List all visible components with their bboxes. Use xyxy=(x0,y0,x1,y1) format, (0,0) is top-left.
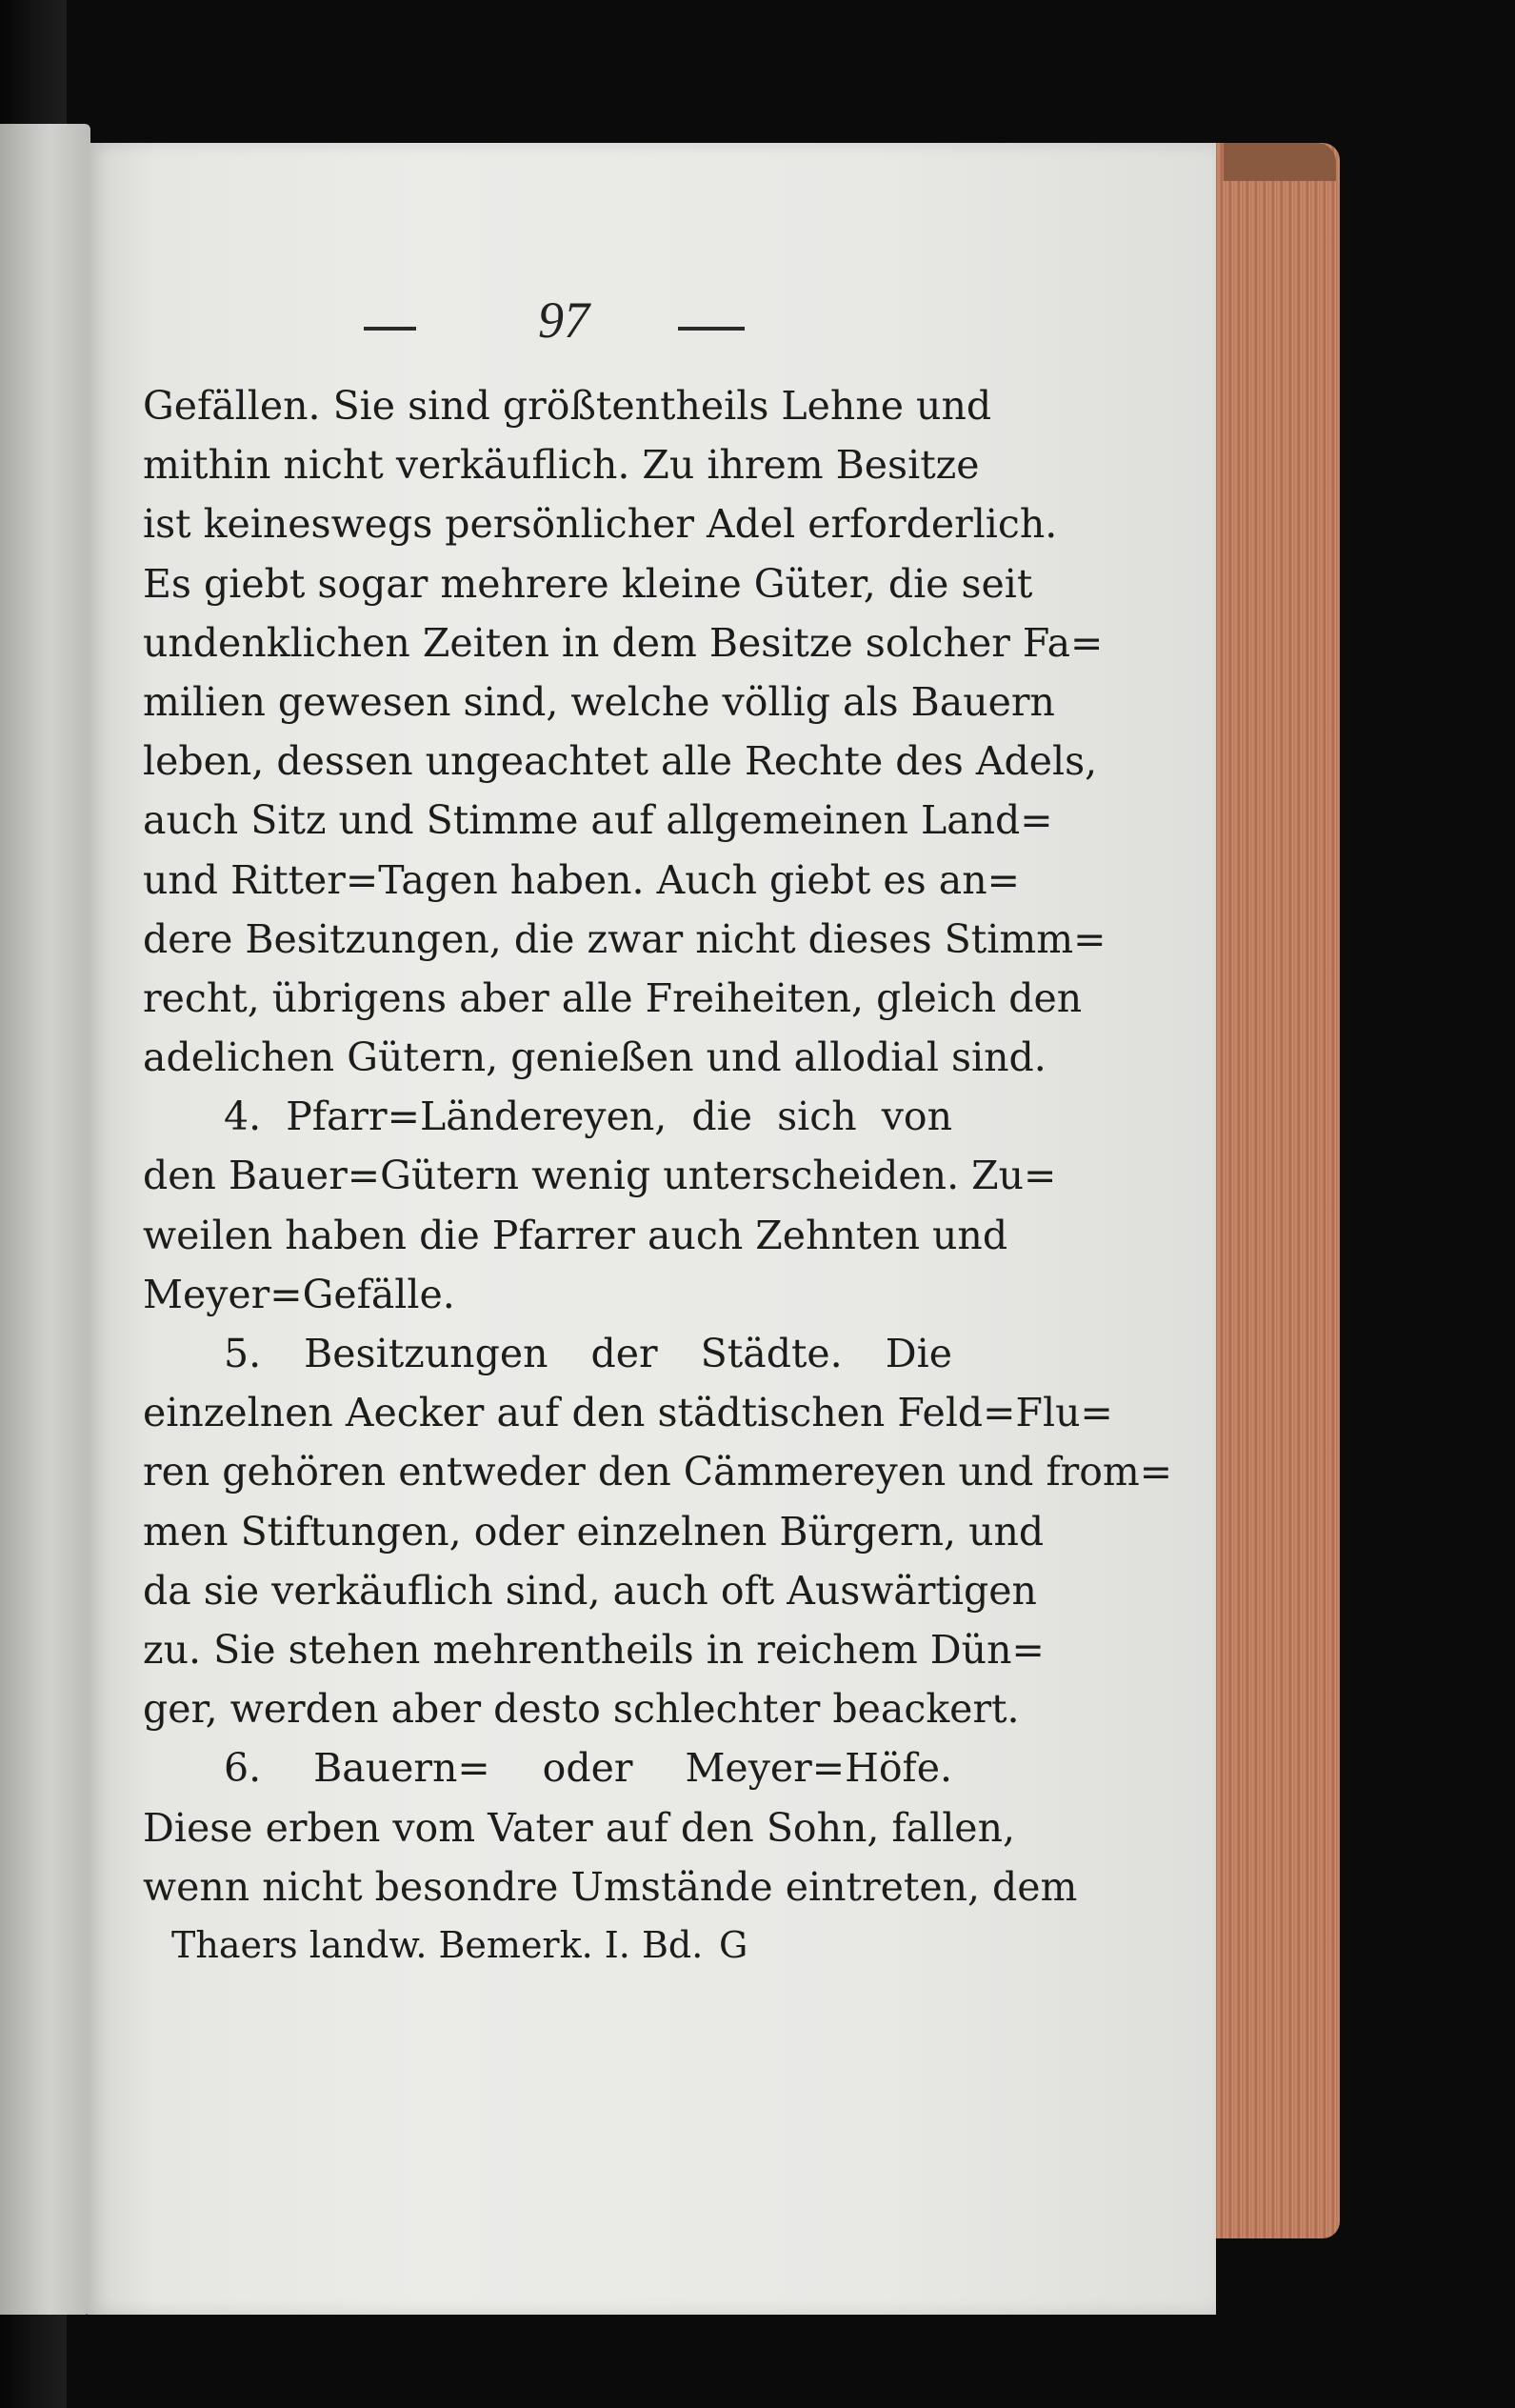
text-line: den Bauer=Gütern wenig unterscheiden. Zu= xyxy=(143,1153,1057,1199)
text-line: Meyer=Gefälle. xyxy=(143,1271,455,1317)
header-rule-left xyxy=(364,327,416,331)
section-heading-line: 4. Pfarr=Ländereyen, die sich von xyxy=(224,1094,952,1140)
section-heading-line: 6. Bauern= oder Meyer=Höfe. xyxy=(224,1745,952,1792)
text-line: auch Sitz und Stimme auf allgemeinen Land= xyxy=(143,797,1053,844)
signature-mark: G xyxy=(719,1924,748,1966)
text-line: adelichen Gütern, genießen und allodial sind. xyxy=(143,1034,1047,1081)
text-line: Es giebt sogar mehrere kleine Güter, die seit xyxy=(143,560,1033,607)
text-line: zu. Sie stehen mehrentheils in reichem Dün= xyxy=(143,1626,1045,1673)
page-fore-edge xyxy=(1216,143,1340,2238)
text-line: wenn nicht besondre Umstände eintreten, dem xyxy=(143,1863,1078,1910)
page-footer xyxy=(171,1924,952,1981)
section-heading-line: 5. Besitzungen der Städte. Die xyxy=(224,1331,952,1376)
page-body-text xyxy=(143,376,1173,1916)
text-line: men Stiftungen, oder einzelnen Bürgern, und xyxy=(143,1508,1045,1555)
text-line: Gefällen. Sie sind größtentheils Lehne und xyxy=(143,383,992,429)
text-line: weilen haben die Pfarrer auch Zehnten und xyxy=(143,1212,1008,1258)
text-line: ist keineswegs persönlicher Adel erforderlich. xyxy=(143,501,1058,548)
text-line: recht, übrigens aber alle Freiheiten, gleich den xyxy=(143,974,1083,1021)
text-line: milien gewesen sind, welche völlig als Bauern xyxy=(143,678,1055,725)
text-line: und Ritter=Tagen haben. Auch giebt es an= xyxy=(143,856,1020,903)
page-fore-edge-top xyxy=(1224,143,1336,181)
footer-book-title: Thaers landw. Bemerk. I. Bd. xyxy=(171,1924,704,1966)
text-line: da sie verkäuflich sind, auch oft Auswärtigen xyxy=(143,1567,1037,1614)
text-line: dere Besitzungen, die zwar nicht dieses Stimm= xyxy=(143,915,1106,962)
page-number: 97 xyxy=(538,291,589,349)
text-line: ger, werden aber desto schlechter beackert. xyxy=(143,1686,1020,1733)
text-line: undenklichen Zeiten in dem Besitze solcher Fa= xyxy=(143,619,1104,666)
text-line: mithin nicht verkäuflich. Zu ihrem Besitze xyxy=(143,442,980,489)
text-line: ren gehören entweder den Cämmereyen und from= xyxy=(143,1449,1173,1495)
page-header xyxy=(88,291,1216,367)
text-line: einzelnen Aecker auf den städtischen Feld=Flu= xyxy=(143,1390,1113,1436)
facing-page-edge xyxy=(0,124,90,2315)
text-line: Diese erben vom Vater auf den Sohn, fallen, xyxy=(143,1804,1016,1851)
header-rule-right xyxy=(678,327,745,331)
text-line: leben, dessen ungeachtet alle Rechte des Adels, xyxy=(143,738,1098,785)
